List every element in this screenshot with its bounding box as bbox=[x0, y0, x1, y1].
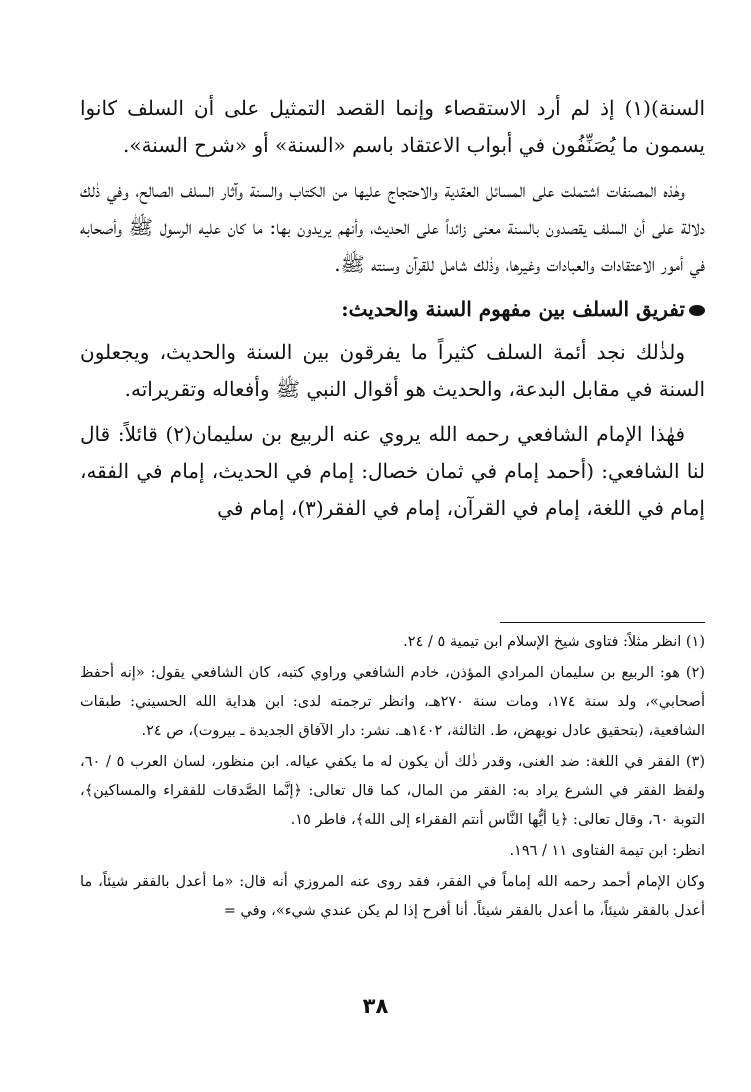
paragraph-1: السنة)(١) إذ لم أرد الاستقصاء وإنما القصد التمثيل على أن السلف كانوا يسمون ما يُصَنِّفُون في أبواب الاعتقاد باسم «السنة» أو «شرح السنة». bbox=[80, 96, 705, 157]
continuation-mark: = bbox=[223, 903, 236, 919]
footnotes bbox=[80, 628, 705, 928]
paragraph-4: فهٰذا الإمام الشافعي رحمه الله يروي عنه الربيع بن سليمان(٢) قائلاً: قال لنا الشافعي: (أحمد إمام في ثمان خصال: إمام في الحديث، إمام في الفقه، إمام في اللغة، إمام في القرآن، إمام في الفقر(٣)، إمام في bbox=[80, 422, 705, 520]
section-heading-text: تفريق السلف بين مفهوم السنة والحديث: bbox=[341, 297, 685, 321]
paragraph-3: ولذٰلك نجد أئمة السلف كثيراً ما يفرقون بين السنة والحديث، ويجعلون السنة في مقابل البدعة، والحديث هو أقوال النبي ﷺ وأفعاله وتقريراته. bbox=[80, 340, 705, 401]
footnote-1: (١) انظر مثلاً: فتاوى شيخ الإسلام ابن تيمية ٥ / ٢٤. bbox=[403, 634, 705, 650]
main-text bbox=[80, 90, 705, 527]
page-body bbox=[80, 90, 705, 535]
section-heading bbox=[80, 291, 705, 328]
footnote-3: (٣) الفقر في اللغة: ضد الغنى، وقدر ذٰلك أن يكون له ما يكفي عياله. ابن منظور، لسان العرب ٥ / ٦٠، ولفظ الفقر في الشرع يراد به: الفقر من المال، كما قال تعالى: ﴿إنَّما الصَّدقات للفقراء والمساكين﴾، التوبة ٦٠، وقال تعالى: ﴿يا أيُّها النَّاس أنتم الفقراء إلى الله﴾، فاطر ١٥. bbox=[80, 754, 705, 828]
page-number: ٣٨ bbox=[362, 994, 389, 1018]
footnote-2: (٢) هو: الربيع بن سليمان المرادي المؤذن، خادم الشافعي وراوي كتبه، كان الشافعي يقول: «إنه أحفظ أصحابي»، ولد سنة ١٧٤، ومات سنة ٢٧٠هـ، وانظر ترجمته لدى: ابن هداية الله الحسيني: طبقات الشافعية، (بتحقيق عادل نويهض، ط. الثالثة، ١٤٠٢هـ. نشر: دار الآفاق الجديدة ـ بيروت)، ص ٢٤. bbox=[80, 665, 705, 739]
footnote-divider bbox=[500, 622, 705, 623]
footnote-3-continued bbox=[80, 868, 705, 926]
footnote-3-continued-text: وكان الإمام أحمد رحمه الله إماماً في الفقر، فقد روى عنه المروزي أنه قال: «ما أعدل بالفقر شيئاً، ما أعدل بالفقر شيئاً، ما أعدل بالفقر شيئاً. أنا أفرح إذا لم يكن عندي شيء»، وفي bbox=[80, 874, 705, 919]
bullet-icon bbox=[689, 305, 705, 316]
paragraph-2: وهٰذه المصنفات اشتملت على المسائل العقدية والاحتجاج عليها من الكتاب والسنة وآثار السلف الصالح، وفي ذٰلك دلالة على أن السلف يقصدون بالسنة معنى زائداً على الحديث، وأنهم يريدون بها: ما كان عليه الرسول ﷺ وأصحابه في أمور الاعتقادات والعبادات وغيرها، وذٰلك شامل للقرآن وسنته ﷺ. bbox=[80, 178, 705, 276]
footnote-3-reference: انظر: ابن تيمة الفتاوى ١١ / ١٩٦. bbox=[509, 843, 705, 859]
